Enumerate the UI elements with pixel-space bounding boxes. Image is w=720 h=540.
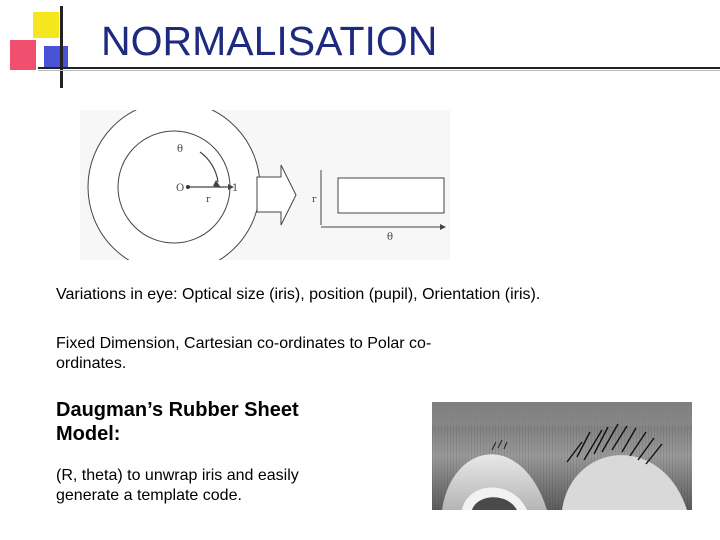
label-one: 1 xyxy=(232,183,239,194)
label-theta-top: θ xyxy=(177,144,184,155)
decor-vertical-line xyxy=(60,6,63,88)
label-r-left: r xyxy=(206,195,211,205)
variations-paragraph: Variations in eye: Optical size (iris), position (pupil), Orientation (iris). xyxy=(56,286,541,303)
decor-red-square xyxy=(10,40,36,70)
label-r-right: r xyxy=(312,195,317,205)
unwrap-line-1: (R, theta) to unwrap iris and easily xyxy=(56,467,299,484)
iris-top-band xyxy=(432,402,692,426)
title-underline xyxy=(38,67,720,69)
fixed-dimension-line-2: ordinates. xyxy=(56,355,127,372)
unwrapped-iris-image xyxy=(432,402,692,510)
normalisation-diagram xyxy=(80,110,450,260)
title-underline-shadow xyxy=(38,70,720,71)
unwrap-line-2: generate a template code. xyxy=(56,487,242,504)
rubber-sheet-heading xyxy=(56,398,299,446)
fixed-dimension-line-1: Fixed Dimension, Cartesian co-ordinates to Polar co- xyxy=(56,335,432,352)
rubber-sheet-heading-line-2: Model: xyxy=(56,423,121,445)
unwrap-paragraph xyxy=(56,466,299,506)
normalised-rectangle xyxy=(338,178,444,213)
decor-blue-square xyxy=(44,46,68,68)
label-origin: O xyxy=(176,183,185,194)
label-theta-bottom: θ xyxy=(387,232,394,243)
decor-yellow-square xyxy=(33,12,59,38)
slide-title: NORMALISATION xyxy=(101,18,438,64)
fixed-dimension-paragraph xyxy=(56,334,431,374)
rubber-sheet-heading-line-1: Daugman’s Rubber Sheet xyxy=(56,399,299,421)
